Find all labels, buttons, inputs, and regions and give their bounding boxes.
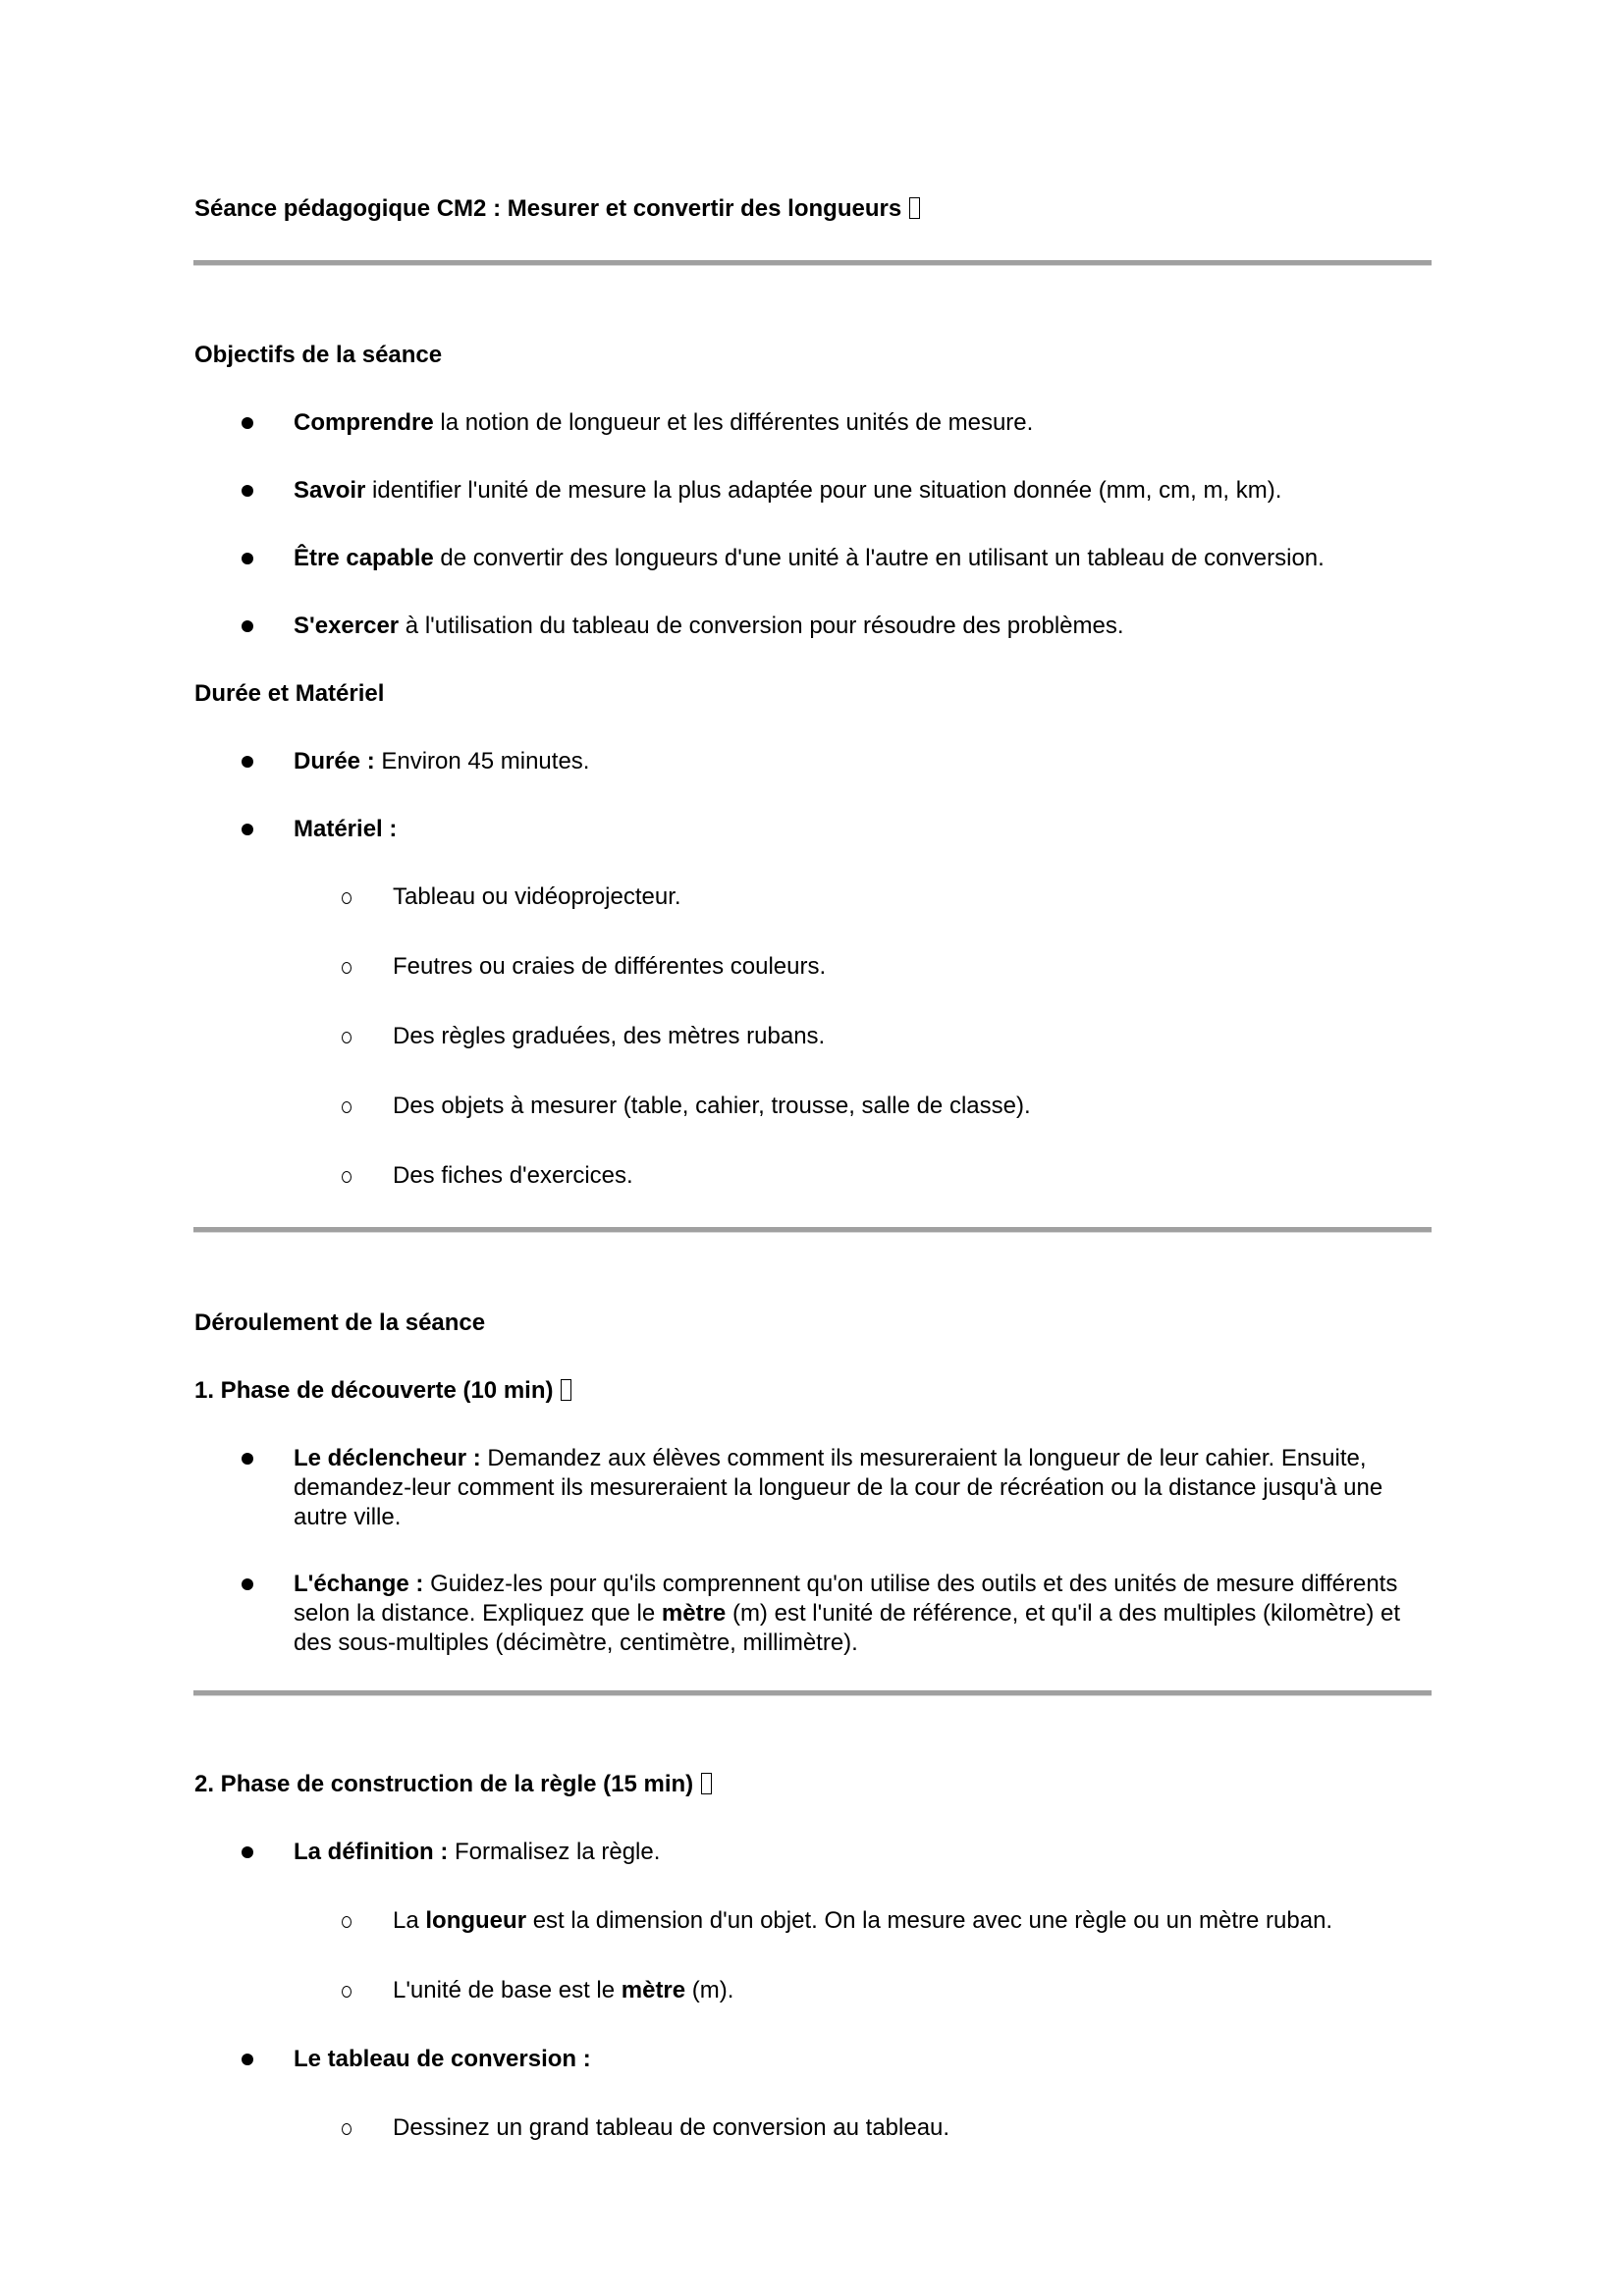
- item-label: Matériel :: [294, 816, 398, 842]
- horizontal-rule: [193, 260, 1432, 266]
- bullet-icon: [242, 1578, 253, 1590]
- phase-heading-decouverte: [194, 1376, 571, 1406]
- item-text: Environ 45 minutes.: [374, 748, 590, 774]
- emoji-placeholder-icon: [701, 1773, 712, 1794]
- item-text: est la dimension d'un objet. On la mesure avec une règle ou un mètre ruban.: [526, 1907, 1333, 1934]
- item-label: Le tableau de conversion :: [294, 2046, 591, 2072]
- item-text: la notion de longueur et les différentes unités de mesure.: [433, 409, 1034, 436]
- item-text: identifier l'unité de mesure la plus adaptée pour une situation donnée (mm, cm, m, km).: [365, 477, 1282, 504]
- item-label: Savoir: [294, 477, 366, 504]
- bullet-icon: [242, 620, 253, 632]
- sub-list-item: Des objets à mesurer (table, cahier, trousse, salle de classe).: [393, 1093, 1031, 1119]
- item-text: à l'utilisation du tableau de conversion pour résoudre des problèmes.: [399, 613, 1124, 639]
- list-item: [294, 476, 1281, 506]
- list-item: [294, 1444, 1437, 1532]
- list-item: [294, 1838, 660, 1867]
- item-label: Durée :: [294, 748, 375, 774]
- emoji-placeholder-icon: [561, 1379, 571, 1401]
- list-item: [294, 2045, 591, 2074]
- horizontal-rule: [193, 1227, 1432, 1233]
- phase-heading-construction: [194, 1770, 712, 1799]
- bullet-icon: [242, 2054, 253, 2065]
- sub-list-item: Dessinez un grand tableau de conversion au tableau.: [393, 2114, 950, 2141]
- sub-bullet-icon: [342, 2123, 352, 2135]
- sub-list-item: Feutres ou craies de différentes couleurs.: [393, 953, 827, 980]
- bullet-icon: [242, 1846, 253, 1858]
- item-text: La: [393, 1907, 426, 1934]
- list-item: [294, 612, 1124, 641]
- item-text: (m) est l'unité de référence, et qu'il a des multiples (kilomètre) et des sous-multiples (décimètre, centimètre, millimètre).: [294, 1600, 1401, 1656]
- horizontal-rule: [193, 1690, 1432, 1696]
- item-text: L'unité de base est le: [393, 1977, 622, 2003]
- item-text: Guidez-les pour qu'ils comprennent qu'on utilise des outils et des unités de mesure différents selon la distance. Expliquez que le: [294, 1571, 1398, 1627]
- sub-bullet-icon: [342, 892, 352, 904]
- item-emphasis: mètre: [621, 1977, 686, 2003]
- item-label: La définition :: [294, 1839, 449, 1865]
- document-title-text: Séance pédagogique CM2 : Mesurer et convertir des longueurs: [194, 195, 902, 222]
- document-title: [194, 194, 920, 224]
- item-emphasis: longueur: [425, 1907, 527, 1934]
- sub-list-item: [393, 1906, 1332, 1936]
- sub-bullet-icon: [342, 1032, 352, 1043]
- sub-list-item: Des règles graduées, des mètres rubans.: [393, 1023, 826, 1049]
- item-text: de convertir des longueurs d'une unité à l'autre en utilisant un tableau de conversion.: [433, 545, 1325, 571]
- phase-heading-text: 1. Phase de découverte (10 min): [194, 1377, 554, 1404]
- list-item: [294, 747, 589, 776]
- sub-list-item: [393, 1976, 733, 2005]
- bullet-icon: [242, 417, 253, 429]
- item-text: Formalisez la règle.: [448, 1839, 661, 1865]
- item-label: L'échange :: [294, 1571, 424, 1597]
- bullet-icon: [242, 1453, 253, 1465]
- list-item: [294, 815, 397, 844]
- sub-list-item: Tableau ou vidéoprojecteur.: [393, 883, 681, 910]
- item-label: Comprendre: [294, 409, 434, 436]
- bullet-icon: [242, 553, 253, 564]
- bullet-icon: [242, 756, 253, 768]
- bullet-icon: [242, 485, 253, 497]
- list-item: [294, 544, 1325, 573]
- sub-bullet-icon: [342, 1171, 352, 1183]
- item-label: Le déclencheur :: [294, 1445, 481, 1471]
- list-item: [294, 1570, 1437, 1658]
- phase-heading-text: 2. Phase de construction de la règle (15 min): [194, 1771, 694, 1797]
- sub-bullet-icon: [342, 1916, 352, 1928]
- list-item: [294, 408, 1033, 438]
- emoji-placeholder-icon: [909, 197, 920, 219]
- section-heading-deroulement: Déroulement de la séance: [194, 1309, 486, 1336]
- item-emphasis: mètre: [661, 1600, 727, 1627]
- section-heading-duree-materiel: Durée et Matériel: [194, 680, 385, 707]
- bullet-icon: [242, 824, 253, 835]
- sub-bullet-icon: [342, 962, 352, 974]
- item-text: (m).: [685, 1977, 734, 2003]
- item-label: Être capable: [294, 545, 434, 571]
- sub-list-item: Des fiches d'exercices.: [393, 1162, 633, 1189]
- sub-bullet-icon: [342, 1986, 352, 1998]
- item-label: S'exercer: [294, 613, 400, 639]
- section-heading-objectifs: Objectifs de la séance: [194, 342, 443, 368]
- sub-bullet-icon: [342, 1101, 352, 1113]
- item-text: Demandez aux élèves comment ils mesureraient la longueur de leur cahier. Ensuite, demandez-leur comment ils mesureraient la longueur de la cour de récréation ou la distance jusqu'à une autre ville.: [294, 1445, 1383, 1530]
